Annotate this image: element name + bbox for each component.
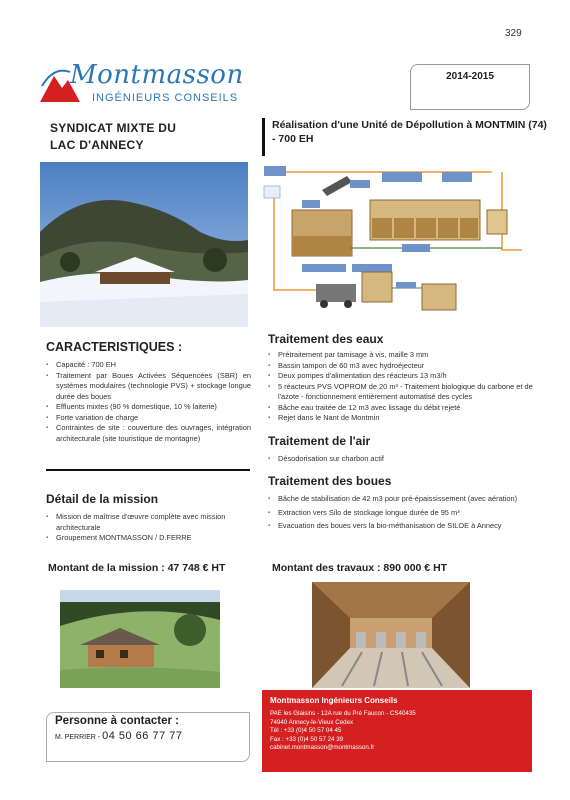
- list-item: ▪ Contraintes de site : couverture des ouvrages, intégration architecturale (site touristique de montagne): [46, 423, 251, 444]
- traitement-air-list: [268, 454, 534, 465]
- company-fax-line: Fax : +33 (0)4 50 57 24 39: [270, 735, 344, 743]
- contact-phone: 04 50 66 77 77: [102, 730, 183, 742]
- list-item: ▪ Désodorisation sur charbon actif: [268, 454, 534, 465]
- contact-name: M. PERRIER: [55, 734, 96, 741]
- traitement-eaux-title: Traitement des eaux: [268, 332, 384, 346]
- list-item: ▪ Bâche eau traitée de 12 m3 avec lissage du débit rejeté: [268, 403, 534, 414]
- list-item: ▪ 5 réacteurs PVS VOPROM de 20 m³ - Traitement biologique du carbone et de l'azote - fonctionnement entièrement automatisé des cycles: [268, 382, 534, 403]
- logo-subtitle: INGÉNIEURS CONSEILS: [92, 92, 239, 104]
- project-title-bar: [262, 118, 265, 156]
- company-logo: [40, 60, 244, 110]
- traitement-eaux-section: [268, 332, 534, 424]
- list-item: ▪ Mission de maîtrise d'œuvre complète avec mission architecturale: [46, 512, 251, 533]
- contact-box: [46, 712, 250, 762]
- traitement-eaux-list: [268, 350, 534, 424]
- list-item: ▪ Effluents mixtes (90 % domestique, 10 % laiterie): [46, 402, 251, 413]
- mission-section: [46, 492, 251, 544]
- montant-mission: Montant de la mission : 47 748 € HT: [48, 562, 226, 574]
- traitement-boues-section: [268, 474, 534, 532]
- list-item: ▪ Bassin tampon de 60 m3 avec hydroéjecteur: [268, 361, 534, 372]
- list-item: ▪ Traitement par Boues Activées Séquencées (SBR) en systèmes modulaires (technologie PVS) + stockage longue durée des boues: [46, 371, 251, 403]
- project-title: Réalisation d'une Unité de Dépollution à MONTMIN (74) - 700 EH: [272, 119, 547, 145]
- caracteristiques-title: CARACTERISTIQUES :: [46, 340, 183, 354]
- company-city-line: 74940 Annecy-le-Vieux Cedex: [270, 718, 354, 726]
- photo-building-exterior: [60, 590, 220, 688]
- montant-travaux: Montant des travaux : 890 000 € HT: [272, 562, 448, 574]
- company-info-box: [262, 690, 532, 772]
- contact-line: M. PERRIER - 04 50 66 77 77: [55, 730, 183, 742]
- year-box: [410, 64, 530, 110]
- company-phone-line: Tél : +33 (0)4 50 57 04 45: [270, 727, 342, 735]
- list-item: ▪ Groupement MONTMASSON / D.FERRE: [46, 533, 251, 544]
- list-item: ▪ Prétraitement par tamisage à vis, maille 3 mm: [268, 350, 534, 361]
- traitement-boues-title: Traitement des boues: [268, 474, 392, 488]
- list-item: ▪ Evacuation des boues vers la bio-méthanisation de SILOE à Annecy: [268, 521, 534, 532]
- caracteristiques-list: [46, 360, 251, 444]
- company-address-line: PAE les Glaisins - 12A rue du Pré Faucon - CS40435: [270, 710, 416, 717]
- caracteristiques-section: [46, 340, 251, 444]
- page-number: 329: [505, 28, 522, 39]
- list-item: ▪ Capacité : 700 EH: [46, 360, 251, 371]
- company-name: Montmasson Ingénieurs Conseils: [270, 696, 398, 705]
- contact-title: Personne à contacter :: [55, 715, 179, 727]
- process-diagram: [262, 160, 532, 325]
- list-item: ▪ Bâche de stabilisation de 42 m3 pour pré-épaississement (avec aération): [268, 494, 534, 505]
- list-item: ▪ Forte variation de charge: [46, 413, 251, 424]
- logo-name: Montmasson: [70, 60, 244, 90]
- mission-list: [46, 512, 251, 544]
- traitement-boues-list: [268, 494, 534, 532]
- list-item: ▪ Deux pompes d'alimentation des réacteurs 13 m3/h: [268, 371, 534, 382]
- list-item: ▪ Rejet dans le Nant de Montmin: [268, 413, 534, 424]
- section-divider: [46, 469, 250, 471]
- traitement-air-section: [268, 434, 534, 465]
- photo-building-interior: [312, 582, 470, 688]
- year-label: 2014-2015: [446, 71, 494, 82]
- company-email-link[interactable]: cabinet.montmasson@montmasson.fr: [270, 744, 375, 752]
- client-name: SYNDICAT MIXTE DU LAC D'ANNECY: [50, 121, 177, 152]
- mission-title: Détail de la mission: [46, 492, 159, 506]
- photo-snowy-landscape: [40, 162, 248, 327]
- traitement-air-title: Traitement de l'air: [268, 434, 371, 448]
- list-item: ▪ Extraction vers Silo de stockage longue durée de 95 m³: [268, 508, 534, 519]
